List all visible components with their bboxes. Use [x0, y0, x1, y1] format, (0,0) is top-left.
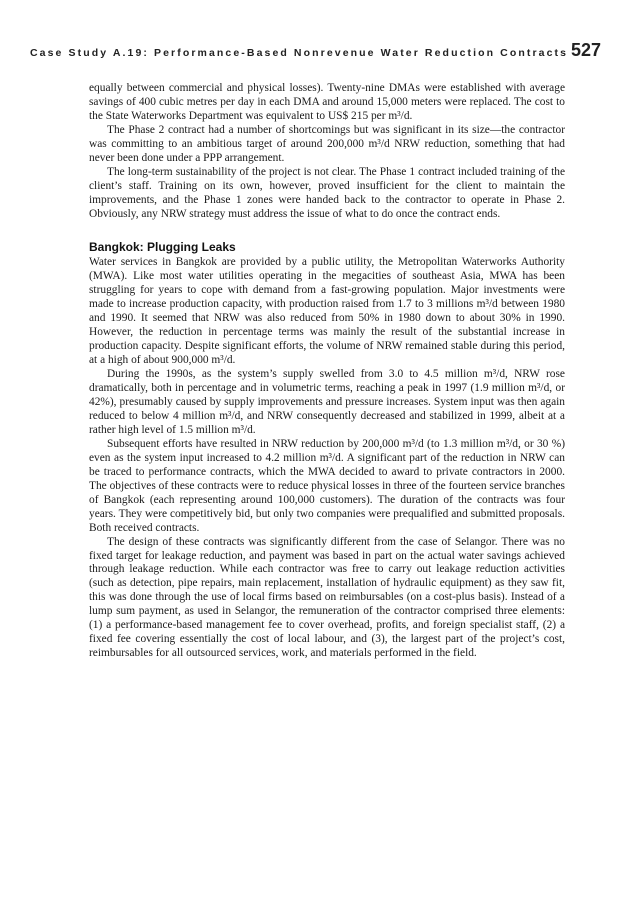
paragraph: equally between commercial and physical losses). Twenty-nine DMAs were established with average savings of 400 cubic metres per day in each DMA and around 15,000 meters were replaced. The cost to the State Waterworks Department was equivalent to US$ 215 per m³/d. — [89, 82, 565, 122]
page-number: 527 — [570, 40, 601, 60]
running-head — [30, 40, 601, 61]
paragraph: The long-term sustainability of the project is not clear. The Phase 1 contract included training of the client’s staff. Training on its own, however, proved insufficient for the client to maintain the improvements, and the Phase 1 zones were handed back to the contractor to operate in Phase 2. Obviously, any NRW strategy must address the issue of what to do once the contract ends. — [89, 165, 565, 220]
body-text — [89, 82, 565, 661]
running-head-title: Case Study A.19: Performance-Based Nonrevenue Water Reduction Contracts — [30, 47, 569, 59]
paragraph: The Phase 2 contract had a number of shortcomings but was significant in its size—the contractor was committing to an ambitious target of around 200,000 m³/d NRW reduction, something that had never been done under a PPP arrangement. — [89, 123, 565, 164]
paragraph: During the 1990s, as the system’s supply swelled from 3.0 to 4.5 million m³/d, NRW rose dramatically, both in percentage and in volumetric terms, reaching a peak in 1997 (1.9 million m³/d, or 42%), presumably caused by supply improvements and pressure increases. System input was then again reduced to below 4 million m³/d, and NRW consequently decreased and stabilized in 1999, albeit at a rather high level of 1.5 million m³/d. — [89, 368, 565, 436]
paragraph: Subsequent efforts have resulted in NRW reduction by 200,000 m³/d (to 1.3 million m³/d, or 30 %) even as the system input increased to 4.2 million m³/d. A significant part of the reduction in NRW can be traced to performance contracts, which the MWA decided to award to private contractors in 2000. The objectives of these contracts were to reduce physical losses in three of the fourteen service branches of Bangkok (each representing around 100,000 customers). The duration of the contracts was four years. They were competitively bid, but only two companies were prequalified and submitted proposals. Both received contracts. — [89, 437, 565, 534]
paragraph: Water services in Bangkok are provided by a public utility, the Metropolitan Waterworks Authority (MWA). Like most water utilities operating in the megacities of southeast Asia, MWA has been struggling for years to cope with demand from a fast-growing population. Major investments were made to increase production capacity, with production raised from 1.7 to 3 millions m³/d between 1980 and 1990. It seemed that NRW was also reduced from 50% in 1980 down to about 30% in 1990. However, the reduction in percentage terms was mainly the result of the substantial increase in production capacity. Despite significant efforts, the volume of NRW remained stable during this period, at a high of about 900,000 m³/d. — [89, 256, 565, 367]
section-heading: Bangkok: Plugging Leaks — [89, 239, 236, 254]
paragraph: The design of these contracts was significantly different from the case of Selangor. There was no fixed target for leakage reduction, and payment was based in part on the actual water savings achieved through leakage reduction. While each contractor was free to carry out leakage reduction activities (such as detection, pipe repairs, main replacement, installation of hydraulic equipment) as they saw fit, this was done through the use of local firms based on reimbursables (on a cost-plus basis). Instead of a lump sum payment, as used in Selangor, the remuneration of the contractor comprised three elements: (1) a performance-based management fee to cover overhead, profits, and foreign specialist staff, (2) a fixed fee covering essentially the cost of local labour, and (3), the largest part of the project’s cost, reimbursables for all outsourced services, work, and materials performed in the field. — [89, 535, 565, 660]
